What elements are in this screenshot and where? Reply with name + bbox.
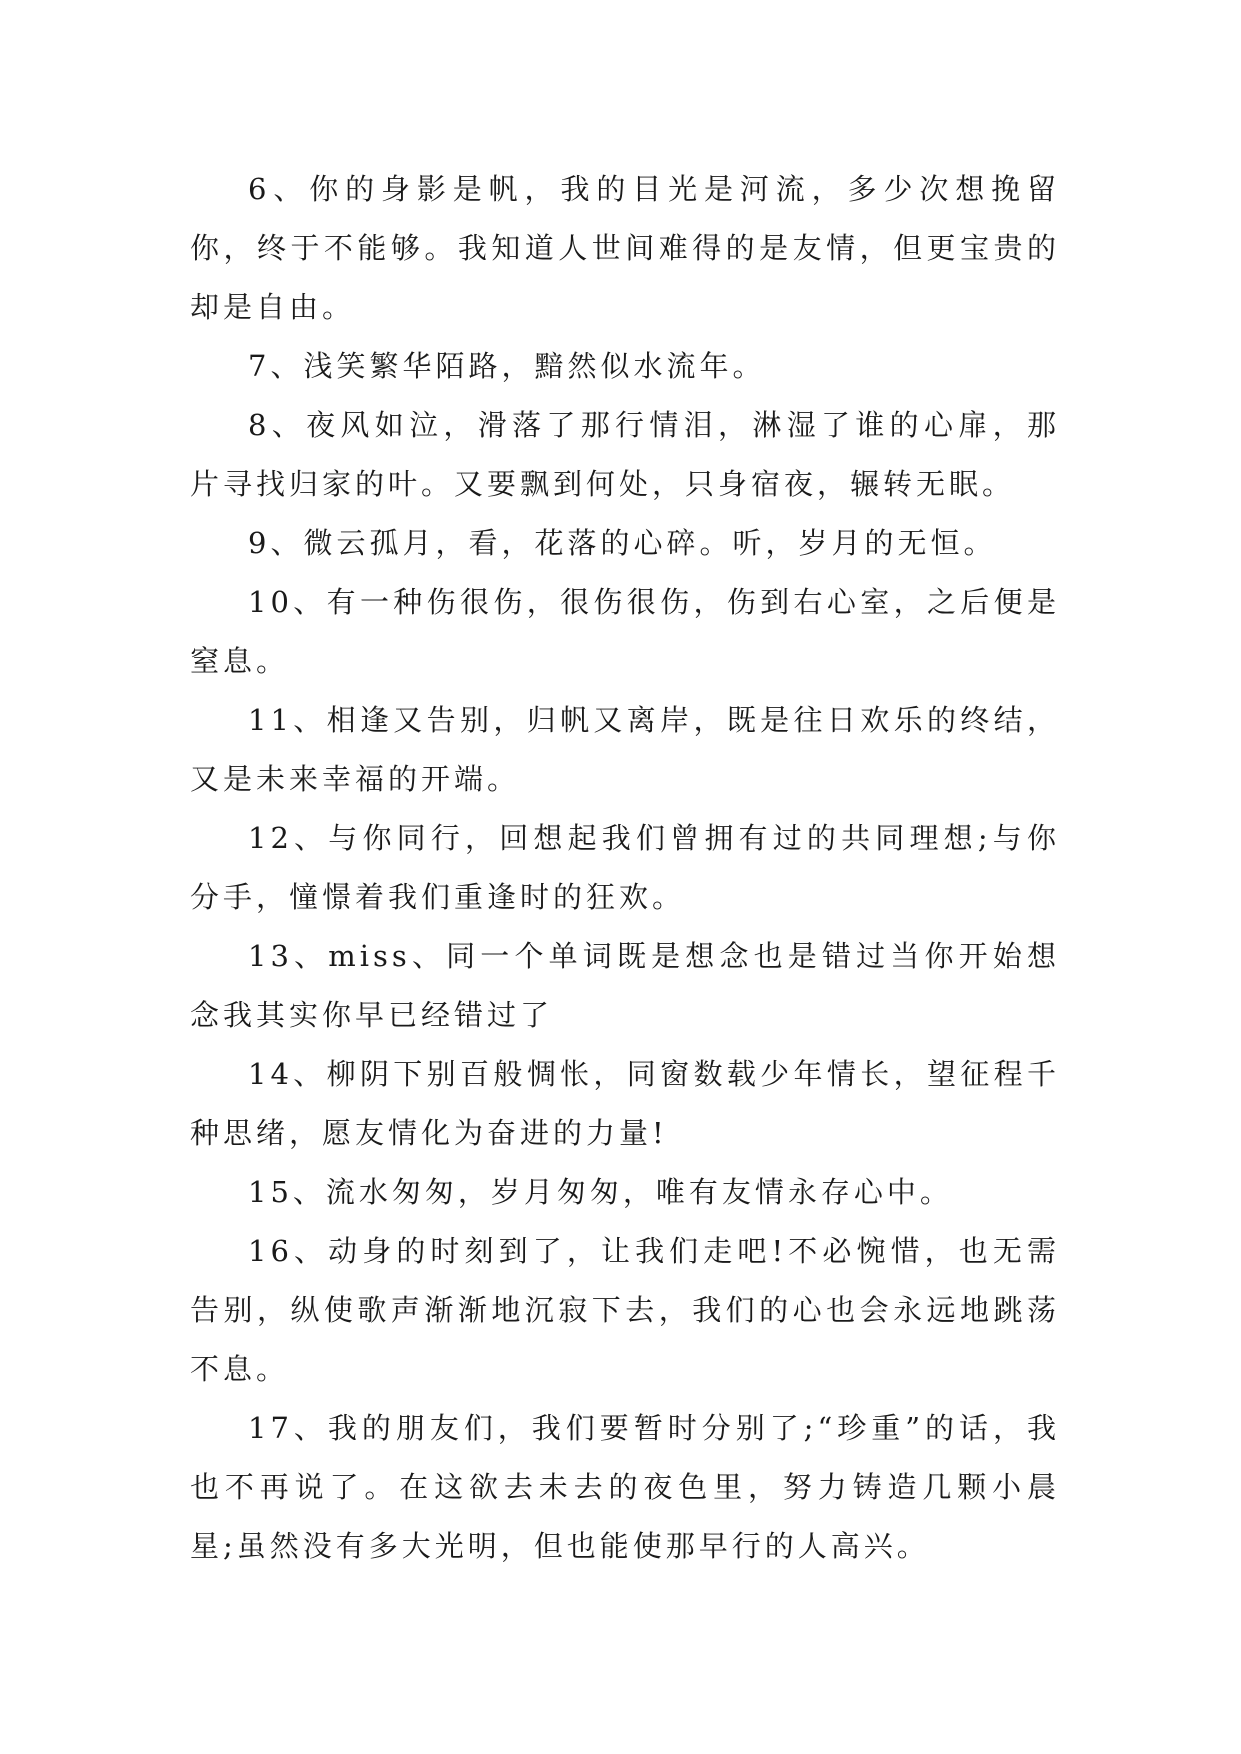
- paragraph-13: 13、miss、同一个单词既是想念也是错过当你开始想念我其实你早已经错过了: [190, 939, 1060, 1032]
- paragraph-14: 14、柳阴下别百般惆怅，同窗数载少年情长，望征程千种思绪，愿友情化为奋进的力量!: [190, 1057, 1060, 1150]
- paragraph-11: 11、相逢又告别，归帆又离岸，既是往日欢乐的终结，又是未来幸福的开端。: [190, 703, 1060, 796]
- document-body: [190, 160, 1060, 1576]
- paragraph-6: 6、你的身影是帆，我的目光是河流，多少次想挽留你，终于不能够。我知道人世间难得的是友情，但更宝贵的却是自由。: [190, 172, 1060, 324]
- paragraph-9: 9、微云孤月，看，花落的心碎。听，岁月的无恒。: [248, 526, 997, 560]
- paragraph-16: 16、动身的时刻到了，让我们走吧!不必惋惜，也无需告别，纵使歌声渐渐地沉寂下去，我们的心也会永远地跳荡不息。: [190, 1234, 1060, 1386]
- paragraph-8: 8、夜风如泣，滑落了那行情泪，淋湿了谁的心扉，那片寻找归家的叶。又要飘到何处，只身宿夜，辗转无眠。: [190, 408, 1060, 501]
- paragraph-12: 12、与你同行，回想起我们曾拥有过的共同理想;与你分手，憧憬着我们重逢时的狂欢。: [190, 821, 1060, 914]
- paragraph-10: 10、有一种伤很伤，很伤很伤，伤到右心室，之后便是窒息。: [190, 585, 1060, 678]
- paragraph-15: 15、流水匆匆，岁月匆匆，唯有友情永存心中。: [248, 1175, 953, 1209]
- paragraph-17: 17、我的朋友们，我们要暂时分别了;“珍重”的话，我也不再说了。在这欲去未去的夜色里，努力铸造几颗小晨星;虽然没有多大光明，但也能使那早行的人高兴。: [190, 1411, 1060, 1563]
- paragraph-7: 7、浅笑繁华陌路，黯然似水流年。: [248, 349, 766, 383]
